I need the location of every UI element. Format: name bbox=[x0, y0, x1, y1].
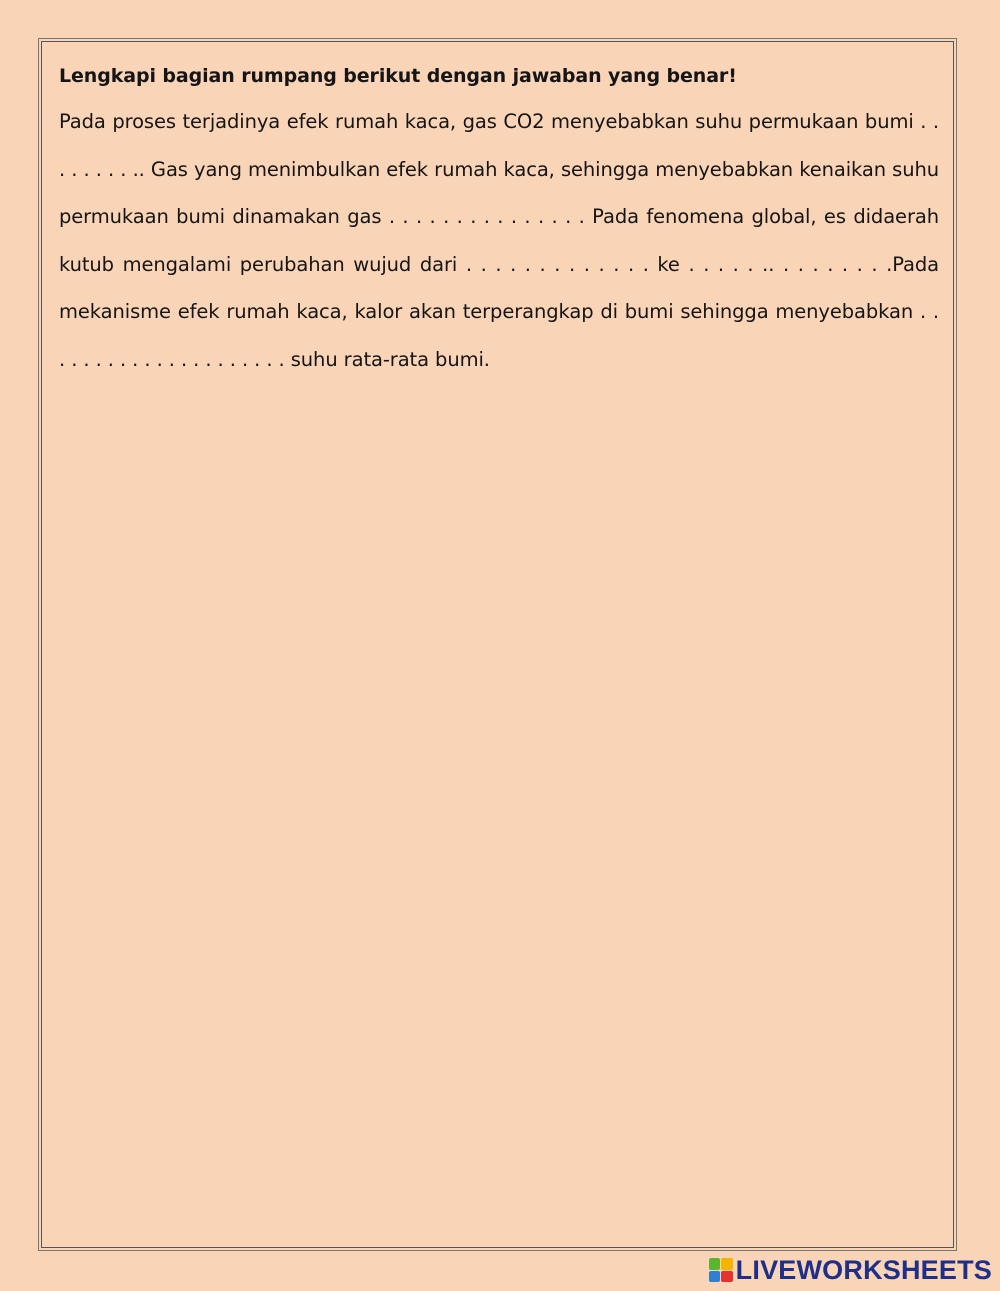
fill-in-paragraph: Pada proses terjadinya efek rumah kaca, gas CO2 menyebabkan suhu permukaan bumi . . . . . . . . .. Gas yang menimbulkan efek rumah kaca, sehingga menyebabkan kenaikan suhu permukaan bumi dinamakan gas . . . . . . . . . . . . . . . Pada fenomena global, es didaerah kutub mengalami perubahan wujud dari . . . . . . . . . . . . . ke . . . . . .. . . . . . . . .Pada mekanisme efek rumah kaca, kalor akan terperangkap di bumi sehingga menyebabkan . . . . . . . . . . . . . . . . . . . . . suhu rata-rata bumi. bbox=[59, 110, 939, 371]
brand-name: LIVEWORKSHEETS bbox=[735, 1254, 992, 1285]
instruction-heading: Lengkapi bagian rumpang berikut dengan jawaban yang benar! bbox=[59, 65, 737, 87]
liveworksheets-logo-icon bbox=[709, 1258, 733, 1282]
worksheet-content bbox=[59, 58, 939, 383]
liveworksheets-brand[interactable] bbox=[709, 1255, 992, 1285]
